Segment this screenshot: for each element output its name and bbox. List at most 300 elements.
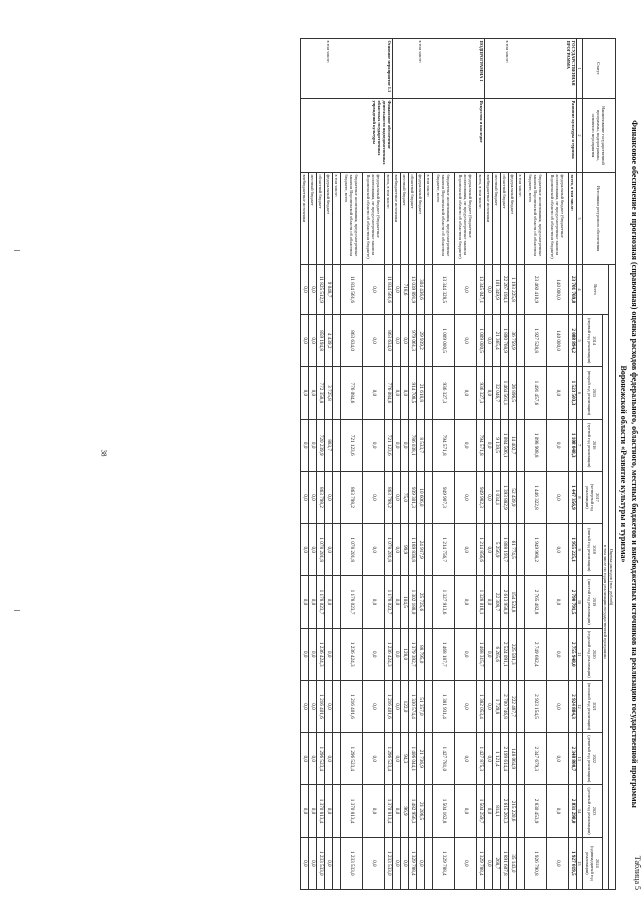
margin-mark (14, 610, 20, 611)
year-value-cell: 32 046,7 (493, 367, 501, 419)
year-value-cell (517, 576, 525, 628)
year-value-cell: 0,0 (455, 680, 477, 732)
year-value-cell (333, 785, 341, 837)
total-value-cell: 23 701 769,8 (569, 265, 577, 315)
year-value-cell: 0,0 (485, 576, 493, 628)
year-value-cell: 2 524 091,1 (501, 628, 509, 680)
year-value-cell: 883,7 (325, 419, 333, 471)
year-value-cell: 2 830 453,9 (525, 785, 547, 837)
year-value-cell (425, 733, 433, 785)
year-value-cell: 794 571,8 (477, 419, 485, 471)
year-value-cell (517, 367, 525, 419)
year-value: 2016 (592, 440, 598, 450)
year-value-cell: 0,0 (455, 785, 477, 837)
year-value-cell: 0,0 (393, 628, 401, 680)
year-value-cell: 35 143,0 (509, 837, 517, 889)
year-value-cell (333, 524, 341, 576)
year-value-cell (425, 524, 433, 576)
year-value-cell: 0,0 (393, 785, 401, 837)
year-value-cell (333, 680, 341, 732)
total-value-cell: 0,0 (301, 265, 309, 315)
year-value-cell: 0,0 (485, 733, 493, 785)
year-value-cell: 0,0 (301, 419, 309, 471)
year-value-cell: 61 774,5 (509, 524, 517, 576)
source-cell: в том числе: (517, 173, 525, 265)
year-value-cell (425, 419, 433, 471)
year-value-cell: 1 888 193,7 (501, 524, 509, 576)
year-value-cell: 0,0 (363, 576, 385, 628)
year-value-cell: 0,0 (309, 419, 317, 471)
column-number: 13 (577, 733, 583, 785)
total-value-cell: 11 834 561,6 (341, 265, 363, 315)
year-header (583, 419, 603, 471)
year-value-cell: 8 533,7 (417, 419, 425, 471)
year-value-cell: 1 523 503,3 (569, 367, 577, 419)
year-value-cell: 0,0 (393, 837, 401, 889)
year-value-cell: 0,0 (485, 837, 493, 889)
column-number: 2 (577, 99, 583, 173)
year-value-cell: 0,0 (547, 576, 569, 628)
year-value-cell (333, 628, 341, 680)
year-value-cell (517, 315, 525, 367)
source-cell: местный бюджет (309, 173, 317, 265)
year-caption: (девятый год реализации) (587, 735, 593, 783)
year-value-cell: 1 216 401,6 (385, 680, 393, 732)
column-number: 1 (577, 39, 583, 99)
source-cell: федеральный бюджет (417, 173, 425, 265)
year-value-cell (517, 471, 525, 523)
year-value-cell (517, 524, 525, 576)
year-value-cell: 88 795,0 (417, 628, 425, 680)
document-sheet (120, 38, 640, 890)
year-value-cell: 2 199 614,4 (501, 733, 509, 785)
year-value-cell: 0,0 (393, 733, 401, 785)
year-value: 2020 (592, 649, 598, 659)
year-value-cell: 148 064,9 (509, 733, 517, 785)
total-value-cell: 304 436,6 (417, 265, 425, 315)
year-value-cell: 2 613 958,0 (501, 576, 509, 628)
year-value-cell: 1 927 528,8 (525, 315, 547, 367)
total-value-cell: 11 834 561,6 (385, 265, 393, 315)
column-number: 12 (577, 680, 583, 732)
year-value-cell: 979 061,3 (409, 315, 417, 367)
year-value-cell: 1 098 908,8 (525, 419, 547, 471)
year-value-cell: 104,5 (401, 576, 409, 628)
year-value-cell: 4 439,2 (325, 315, 333, 367)
year-value-cell: 0,0 (301, 837, 309, 889)
year-value-cell: 0,0 (309, 524, 317, 576)
year-value-cell: 0,0 (393, 419, 401, 471)
page-number: 38 (99, 449, 108, 457)
total-value-cell: 0,0 (309, 265, 317, 315)
year-value-cell: 863 634,0 (385, 315, 393, 367)
year-header (583, 628, 603, 680)
year-value-cell: 1 464 561,1 (501, 367, 509, 419)
year-value-cell: 0,0 (363, 471, 385, 523)
table-row (477, 39, 485, 890)
year-value-cell: 94,3 (401, 733, 409, 785)
year-value-cell: 2 088 894,2 (569, 315, 577, 367)
year-value-cell: 0,0 (393, 576, 401, 628)
year-value-cell: 0,0 (363, 837, 385, 889)
year-value: 2024 (595, 859, 600, 868)
source-cell: федеральный бюджет (325, 173, 333, 265)
year-value-cell: 3 725,8 (325, 367, 333, 419)
column-number: 15 (577, 837, 583, 889)
year-value-cell (517, 680, 525, 732)
table-row (569, 39, 577, 890)
year-value-cell: 1 078 201,8 (317, 524, 325, 576)
total-value-cell: 13 344 328,5 (433, 265, 455, 315)
year-value-cell: 1 009 000,5 (433, 315, 455, 367)
year-value-cell: 1 949 968,2 (525, 524, 547, 576)
table-label: Таблица 5 (633, 855, 642, 890)
year-value-cell: 0,0 (301, 628, 309, 680)
year-value-cell: 0,0 (393, 524, 401, 576)
status-text: Основное мероприятие 1.1 (387, 40, 392, 93)
year-value-cell: 1 468 315,7 (477, 628, 485, 680)
column-number: 11 (577, 628, 583, 680)
year-value-cell: 914 708,5 (409, 367, 417, 419)
total-value-cell: 718,6 (401, 265, 409, 315)
year-value-cell: 0,0 (455, 576, 477, 628)
year-value-cell: 0,0 (393, 315, 401, 367)
year-header (583, 315, 603, 367)
year-value-cell (425, 471, 433, 523)
year-value-cell: 0,0 (363, 367, 385, 419)
total-value-cell: 0,0 (485, 265, 493, 315)
program-name-cell: Искусство и наследие (393, 99, 485, 173)
column-number: 9 (577, 524, 583, 576)
year-value-cell: 0,0 (301, 576, 309, 628)
year-value-cell: 1 214 856,6 (477, 524, 485, 576)
year-value-cell: 2 348 800,7 (569, 733, 577, 785)
total-value-cell (333, 265, 341, 315)
year-value-cell: 863 798,2 (385, 471, 393, 523)
year-value-cell: 0,0 (309, 367, 317, 419)
year-value-cell: 863 798,2 (341, 471, 363, 523)
year-value-cell: 5 256,9 (493, 524, 501, 576)
year-value-cell: 1 034,1 (493, 471, 501, 523)
year-value-cell: 1 446 322,8 (525, 471, 547, 523)
source-cell: федеральный бюджет (бюджетные ассигнования, не предусмотренные законом Воронежской области об областном бюджете) (547, 173, 569, 265)
program-name-cell: Финансовое обеспечение деятельности подведомственных областных государственных учреждений культуры (301, 99, 393, 173)
year-value-cell: 0,0 (309, 837, 317, 889)
year-value-cell: 1 406 044,1 (409, 733, 417, 785)
year-value-cell: 1 329 788,4 (409, 837, 417, 889)
year-value-cell (425, 367, 433, 419)
year-value-cell: 1 482 956,3 (409, 785, 417, 837)
year-value-cell: 0,0 (309, 680, 317, 732)
in-total-label: в том числе: (418, 40, 423, 63)
year-value-cell: 0,0 (401, 367, 409, 419)
year-value-cell: 0,0 (309, 733, 317, 785)
status-text: ПОДПРОГРАММА 1 (479, 40, 484, 82)
year-value-cell: 0,0 (309, 471, 317, 523)
year-value-cell (333, 367, 341, 419)
total-value-cell: 0,0 (363, 265, 385, 315)
year-value-cell: 122,0 (401, 680, 409, 732)
year-value-cell: 863 634,0 (341, 315, 363, 367)
year-value-cell: 14 402,7 (509, 419, 517, 471)
year-value-cell: 0,0 (363, 524, 385, 576)
year-value-cell: 1 009 000,5 (477, 315, 485, 367)
source-cell: областной бюджет (409, 173, 417, 265)
title-line-2: Воронежской области «Развитие культуры и туризма» (619, 365, 628, 563)
year-value-cell: 21 736,9 (417, 733, 425, 785)
year-value-cell: 215 220,6 (509, 785, 517, 837)
year-value-cell (517, 628, 525, 680)
year-value-cell: 1 296 523,4 (317, 733, 325, 785)
year-value-cell: 0,0 (363, 733, 385, 785)
year-value-cell: 863 798,2 (317, 471, 325, 523)
year-value-cell: 1 330 574,4 (409, 680, 417, 732)
total-value-cell: 140 000,0 (547, 265, 569, 315)
year-value-cell: 1 393 882,9 (501, 471, 509, 523)
year-caption: (шестой год реализации) (587, 579, 593, 625)
year-value-cell: 0,0 (485, 628, 493, 680)
year-value-cell: 9 139,5 (493, 419, 501, 471)
year-value-cell: 1 108 048,3 (569, 419, 577, 471)
year-value-cell: 0,0 (309, 785, 317, 837)
year-value-cell: 0,0 (455, 628, 477, 680)
source-cell: областной бюджет (317, 173, 325, 265)
year-value-cell: 0,0 (455, 524, 477, 576)
year-value-cell: 0,0 (547, 367, 569, 419)
status-cell (393, 39, 485, 99)
year-value-cell: 1 370 813,4 (341, 785, 363, 837)
year-value-cell: 0,0 (455, 837, 477, 889)
source-header: Источники ресурсного обеспечения (583, 173, 616, 265)
year-header (583, 471, 603, 523)
year-value-cell: 949 982,3 (477, 471, 485, 523)
year-value: 2023 (592, 806, 598, 816)
year-value-cell: 0,0 (393, 680, 401, 732)
source-cell: бюджетные ассигнования, предусмотренные законом Воронежской области об областном бюджете, всего (341, 173, 363, 265)
year-value: 2019 (592, 597, 598, 607)
year-value-cell (425, 628, 433, 680)
source-cell: внебюджетные источники (485, 173, 493, 265)
year-value-cell: 2 347 679,3 (525, 733, 547, 785)
year-value-cell: 772 358,8 (317, 367, 325, 419)
year-value-cell: 1 328 018,1 (477, 576, 485, 628)
year-caption: (третий год реализации) (587, 422, 593, 468)
year-value-cell: 21 206,5 (417, 785, 425, 837)
year-value-cell: 1 296 523,4 (385, 733, 393, 785)
year-value-cell: 0,0 (455, 733, 477, 785)
year-value-cell: 51 357,0 (417, 680, 425, 732)
year-value-cell: 0,0 (485, 524, 493, 576)
source-cell: всего, в том числе: (569, 173, 577, 265)
year-value-cell: 1 178 023,7 (317, 576, 325, 628)
year-value-cell: 0,0 (363, 680, 385, 732)
year-header (583, 524, 603, 576)
year-value-cell: 1 216 401,6 (341, 680, 363, 732)
year-value-cell: 1 214 756,7 (433, 524, 455, 576)
year-value-cell: 36 759,9 (509, 315, 517, 367)
source-cell: областной бюджет (501, 173, 509, 265)
year-value-cell: 2 615 263,3 (501, 785, 509, 837)
year-caption: (пятый год реализации) (587, 528, 593, 572)
column-number: 4 (577, 265, 583, 315)
title-line-1: Финансовое обеспечение и прогнозная (справочная) оценка расходов федерального, областного, местных бюджетов и внебюджетных источников на реализацию государственной программы (630, 120, 639, 808)
year-caption: (второй год реализации) (587, 370, 593, 416)
year-value-cell: 0,0 (309, 628, 317, 680)
by-year-header: в том числе по годам реализации государственной программы (603, 315, 609, 890)
year-value-cell (425, 315, 433, 367)
year-value-cell: 0,0 (325, 837, 333, 889)
year-header (583, 837, 603, 889)
table-row (385, 39, 393, 890)
year-value-cell: 1 379 392,7 (409, 628, 417, 680)
year-value-cell (333, 837, 341, 889)
year-value-cell: 22 308,7 (493, 576, 501, 628)
year-value-cell: 52 439,9 (509, 471, 517, 523)
year-value-cell: 0,0 (401, 837, 409, 889)
year-value-cell: 0,0 (547, 628, 569, 680)
document-title (618, 38, 640, 890)
year-value-cell: 1 178 023,7 (385, 576, 393, 628)
year-value-cell: 1 729,8 (493, 680, 501, 732)
year-value-cell: 0,0 (363, 315, 385, 367)
program-name-cell: Развитие культуры и туризма (485, 99, 577, 173)
year-value: 2015 (592, 388, 598, 398)
year-value-cell: 859 194,8 (317, 315, 325, 367)
year-value-cell: 1 370 813,4 (317, 785, 325, 837)
year-value-cell: 1 236 424,3 (317, 628, 325, 680)
year-value-cell: 721 123,6 (341, 419, 363, 471)
total-value-cell (517, 265, 525, 315)
year-value-cell: 0,0 (393, 367, 401, 419)
name-header: Наименование государственной программы, подпрограммы, основного мероприятия (583, 99, 616, 173)
source-cell: всего, в том числе: (477, 173, 485, 265)
year-value-cell: 786 038,1 (409, 419, 417, 471)
status-cell (485, 39, 577, 99)
year-value-cell: 1 955 225,1 (569, 524, 577, 576)
source-cell: бюджетные ассигнования, предусмотренные законом Воронежской области об областном бюджете, всего (433, 173, 455, 265)
year-value-cell (425, 576, 433, 628)
year-value-cell: 268,7 (493, 837, 501, 889)
year-value-cell: 0,0 (325, 524, 333, 576)
year-value-cell: 1 233 533,0 (385, 837, 393, 889)
year-value-cell: 939 301,3 (409, 471, 417, 523)
year-value-cell: 0,0 (325, 471, 333, 523)
year-value-cell: 75,0 (401, 471, 409, 523)
year-value-cell: 936 327,3 (477, 367, 485, 419)
year-value-cell: 6 265,6 (493, 628, 501, 680)
year-value-cell: 949 907,3 (433, 471, 455, 523)
year-value-cell: 0,0 (325, 680, 333, 732)
year-caption: (десятый год реализации) (587, 787, 593, 835)
year-value-cell: 776 084,6 (385, 367, 393, 419)
year-value-cell: 0,0 (417, 837, 425, 889)
year-value-cell: 1 327 913,6 (433, 576, 455, 628)
year-value-cell: 26 896,5 (509, 367, 517, 419)
year-caption: (восьмой год реализации) (587, 682, 593, 731)
status-header: Статус (583, 39, 616, 99)
year-value-cell: 29 939,2 (417, 315, 425, 367)
year-value-cell: 1 216 401,6 (317, 680, 325, 732)
year-caption: (одиннадцатый год реализации) (585, 845, 595, 881)
year-value-cell: 1 370 813,4 (385, 785, 393, 837)
total-value-cell: 9 048,7 (325, 265, 333, 315)
year-value-cell: 0,0 (547, 837, 569, 889)
year-value-cell: 1 891 607,8 (501, 837, 509, 889)
year-value-cell: 2 924 884,3 (569, 680, 577, 732)
year-value-cell: 0,0 (363, 419, 385, 471)
year-value-cell: 1 084 506,1 (501, 419, 509, 471)
source-cell: местный бюджет (493, 173, 501, 265)
year-caption: (четвертый год реализации) (585, 483, 595, 512)
year-value-cell: 21 618,8 (417, 367, 425, 419)
year-value-cell (425, 837, 433, 889)
year-value-cell: 776 084,6 (341, 367, 363, 419)
column-number: 14 (577, 785, 583, 837)
margin-mark (14, 250, 20, 251)
year-value-cell: 0,0 (301, 524, 309, 576)
year-value-cell: 0,0 (325, 785, 333, 837)
source-cell: в том числе: (425, 173, 433, 265)
total-value-cell: 11 825 512,9 (317, 265, 325, 315)
source-cell: федеральный бюджет (бюджетные ассигнования, не предусмотренные законом Воронежской области об областном бюджете) (363, 173, 385, 265)
year-value-cell: 720 239,9 (317, 419, 325, 471)
year-value-cell: 0,0 (547, 419, 569, 471)
year-value-cell: 10 606,0 (417, 471, 425, 523)
year-value-cell: 1 078 201,8 (385, 524, 393, 576)
year-value: 2022 (592, 754, 598, 764)
in-total-label: в том числе: (326, 40, 331, 63)
year-value-cell: 24 917,9 (417, 524, 425, 576)
year-value-cell (517, 733, 525, 785)
year-value-cell (333, 733, 341, 785)
year-value-cell (425, 785, 433, 837)
year-value-cell: 0,0 (485, 419, 493, 471)
year-value-cell: 1 189 838,8 (409, 524, 417, 576)
estimate-header: Оценка расходов (тыс. рублей) (609, 265, 616, 890)
year-value-cell: 1 504 162,8 (433, 785, 455, 837)
year-value-cell: 99,9 (401, 524, 409, 576)
source-cell: федеральный бюджет (бюджетные ассигнования, не предусмотренные законом Воронежской области об областном бюджете) (455, 173, 477, 265)
year-value-cell: 0,0 (485, 315, 493, 367)
year-value-cell: 0,0 (547, 680, 569, 732)
year-value-cell (517, 837, 525, 889)
column-number: 6 (577, 367, 583, 419)
year-value-cell (333, 471, 341, 523)
column-number: 5 (577, 315, 583, 367)
year-value-cell: 2 831 298,0 (569, 785, 577, 837)
year-value-cell: 2 765 482,8 (525, 576, 547, 628)
year-value-cell: 0,0 (309, 315, 317, 367)
year-value-cell: 2 923 154,5 (525, 680, 547, 732)
year-value-cell: 1 927 019,5 (569, 837, 577, 889)
total-value-cell: 101 349,9 (493, 265, 501, 315)
year-value-cell: 21 365,4 (493, 315, 501, 367)
year-value-cell: 1 233 533,0 (341, 837, 363, 889)
year-value-cell: 0,0 (455, 367, 477, 419)
source-cell: федеральный бюджет (509, 173, 517, 265)
year-header (583, 785, 603, 837)
year-value-cell: 0,0 (301, 367, 309, 419)
source-cell: внебюджетные источники (393, 173, 401, 265)
year-value-cell: 2 790 791,5 (569, 576, 577, 628)
year-value-cell: 936 327,3 (433, 367, 455, 419)
year-value-cell (517, 785, 525, 837)
year-value-cell: 0,0 (301, 680, 309, 732)
total-value-cell: 13 039 891,9 (409, 265, 417, 315)
year-value-cell: 1 890 768,9 (501, 315, 509, 367)
column-number: 10 (577, 576, 583, 628)
year-value-cell: 1 491 457,6 (525, 367, 547, 419)
